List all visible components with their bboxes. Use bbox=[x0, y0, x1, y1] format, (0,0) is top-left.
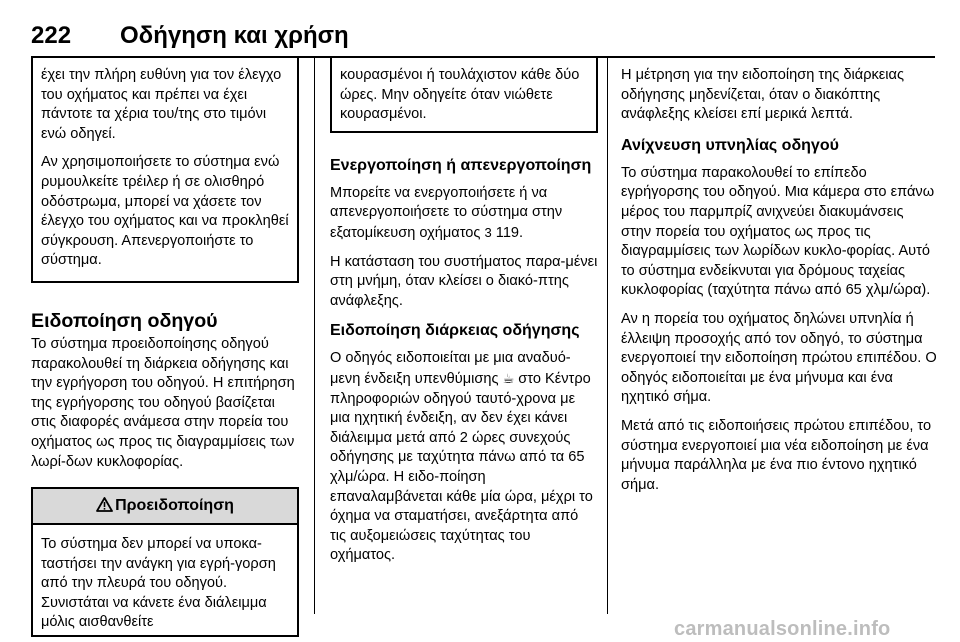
subheading-drowsiness: Ανίχνευση υπνηλίας οδηγού bbox=[621, 136, 839, 154]
paragraph-text: Μπορείτε να ενεργοποιήσετε ή να απενεργοποιήσετε το σύστημα στην εξατομίκευση οχήματος bbox=[330, 184, 563, 241]
column-divider bbox=[607, 58, 608, 614]
page-reference-icon: 3 bbox=[484, 224, 492, 240]
section-text: Το σύστημα προειδοποίησης οδηγού παρακολουθεί τη διάρκεια οδήγησης και την εγρήγορση του οδηγού. Η επιτήρηση της εγρήγορσης του οδηγού βασίζεται στις διαφορές ανάμεσα στην πορεία του οχήματος ως προς τις διαγραμμίσεις των λωρί-δων κυκλοφορίας. bbox=[31, 335, 295, 470]
paragraph-text: Ο οδηγός ειδοποιείται με μια αναδυό-μενη ένδειξη υπενθύμισης bbox=[330, 350, 571, 387]
warning-text: έχει την πλήρη ευθύνη για τον έλεγχο του οχήματος και πρέπει να έχει πάντοτε τα χέρια του/της στο τιμόνι ενώ οδηγεί. bbox=[41, 67, 282, 142]
paragraph: Το σύστημα παρακολουθεί το επίπεδο εγρήγορσης του οδηγού. Μια κάμερα στο επάνω μέρος του παρμπρίζ ανιχνεύει διακυμάνσεις στην πορεία του οχήματος ως προς τις διαγραμμίσεις των λωρίδων κυκλο-φορίας. Αυτό το σύστημα ενδείκνυται για δρόμους ταχείας κυκλοφορίας (ταχύτητα πάνω από 65 χλμ/ώρα). bbox=[621, 164, 935, 299]
warning-title: Προειδοποίηση bbox=[115, 497, 234, 515]
page-number: 222 bbox=[31, 22, 72, 49]
warning-box bbox=[31, 487, 299, 637]
subheading-activation: Ενεργοποίηση ή απενεργοποίηση bbox=[330, 156, 592, 174]
warning-box-continued bbox=[31, 58, 299, 283]
paragraph bbox=[330, 349, 598, 566]
warning-body bbox=[33, 525, 297, 633]
column-1 bbox=[31, 66, 299, 637]
coffee-cup-icon: ☕ bbox=[502, 370, 515, 386]
paragraph: Μετά από τις ειδοποιήσεις πρώτου επιπέδου, το σύστημα ενεργοποιεί μια νέα ειδοποίηση με ένα μήνυμα παράλληλα με ένα πιο έντονο ηχητικό σήμα. bbox=[621, 417, 932, 493]
warning-text: Το σύστημα δεν μπορεί να υποκα-ταστήσει την ανάγκη για εγρή-γορση από την πλευρά του οδηγού. Συνιστάται να κάνετε ένα διάλειμμα μόλις αισθανθείτε bbox=[41, 536, 276, 631]
paragraph: Η κατάσταση του συστήματος παρα-μένει στη μνήμη, όταν κλείσει ο διακό-πτης ανάφλεξης. bbox=[330, 253, 598, 309]
warning-box-continued bbox=[330, 58, 598, 133]
paragraph: Αν η πορεία του οχήματος δηλώνει υπνηλία ή έλλειψη προσοχής από τον οδηγό, το σύστημα ενεργοποιεί την ειδοποίηση πρώτου επιπέδου. Ο οδηγός ειδοποιείται με ένα μήνυμα και ένα ηχητικό σήμα. bbox=[621, 310, 937, 406]
page-header bbox=[0, 0, 960, 56]
warning-triangle-icon bbox=[96, 491, 113, 525]
subheading-driving-duration: Ειδοποίηση διάρκειας οδήγησης bbox=[330, 322, 580, 340]
paragraph-text: στο Κέντρο πληροφοριών οδηγού ταυτό-χρονα με μια ηχητική ένδειξη, αν δεν έχει κάνει διάλειμμα μετά από 2 ώρες συνεχούς οδήγησης με ταχύτητα πάνω από τα 65 χλμ/ώρα. Η ειδο-ποίηση επαναλαμβάνεται κάθε μία ώρα, μέχρι το όχημα να σταματήσει, ανεξάρτητα από τις αυξομειώσεις ταχύτητας του οχήματος. bbox=[330, 370, 593, 564]
paragraph: Η μέτρηση για την ειδοποίηση της διάρκειας οδήγησης μηδενίζεται, όταν ο διακόπτης ανάφλεξης κλείσει επί μερικά λεπτά. bbox=[621, 67, 905, 123]
watermark: carmanualsonline.info bbox=[674, 618, 891, 640]
page-reference: 119. bbox=[495, 224, 524, 241]
column-3 bbox=[621, 66, 937, 504]
column-divider bbox=[314, 58, 315, 614]
page-title: Οδήγηση και χρήση bbox=[120, 22, 349, 49]
warning-text: κουρασμένοι ή τουλάχιστον κάθε δύο ώρες. Μην οδηγείτε όταν νιώθετε κουρασμένοι. bbox=[340, 67, 580, 123]
paragraph bbox=[330, 184, 598, 244]
column-2 bbox=[330, 66, 598, 575]
warning-header bbox=[33, 489, 297, 525]
warning-text: Αν χρησιμοποιήσετε το σύστημα ενώ ρυμουλκείτε τρέιλερ ή σε ολισθηρό οδόστρωμα, μπορεί να χάσετε τον έλεγχο του οχήματος και να προκληθεί σύγκρουση. Απενεργοποιήστε το σύστημα. bbox=[41, 154, 289, 269]
section-heading: Ειδοποίηση οδηγού bbox=[31, 309, 218, 332]
